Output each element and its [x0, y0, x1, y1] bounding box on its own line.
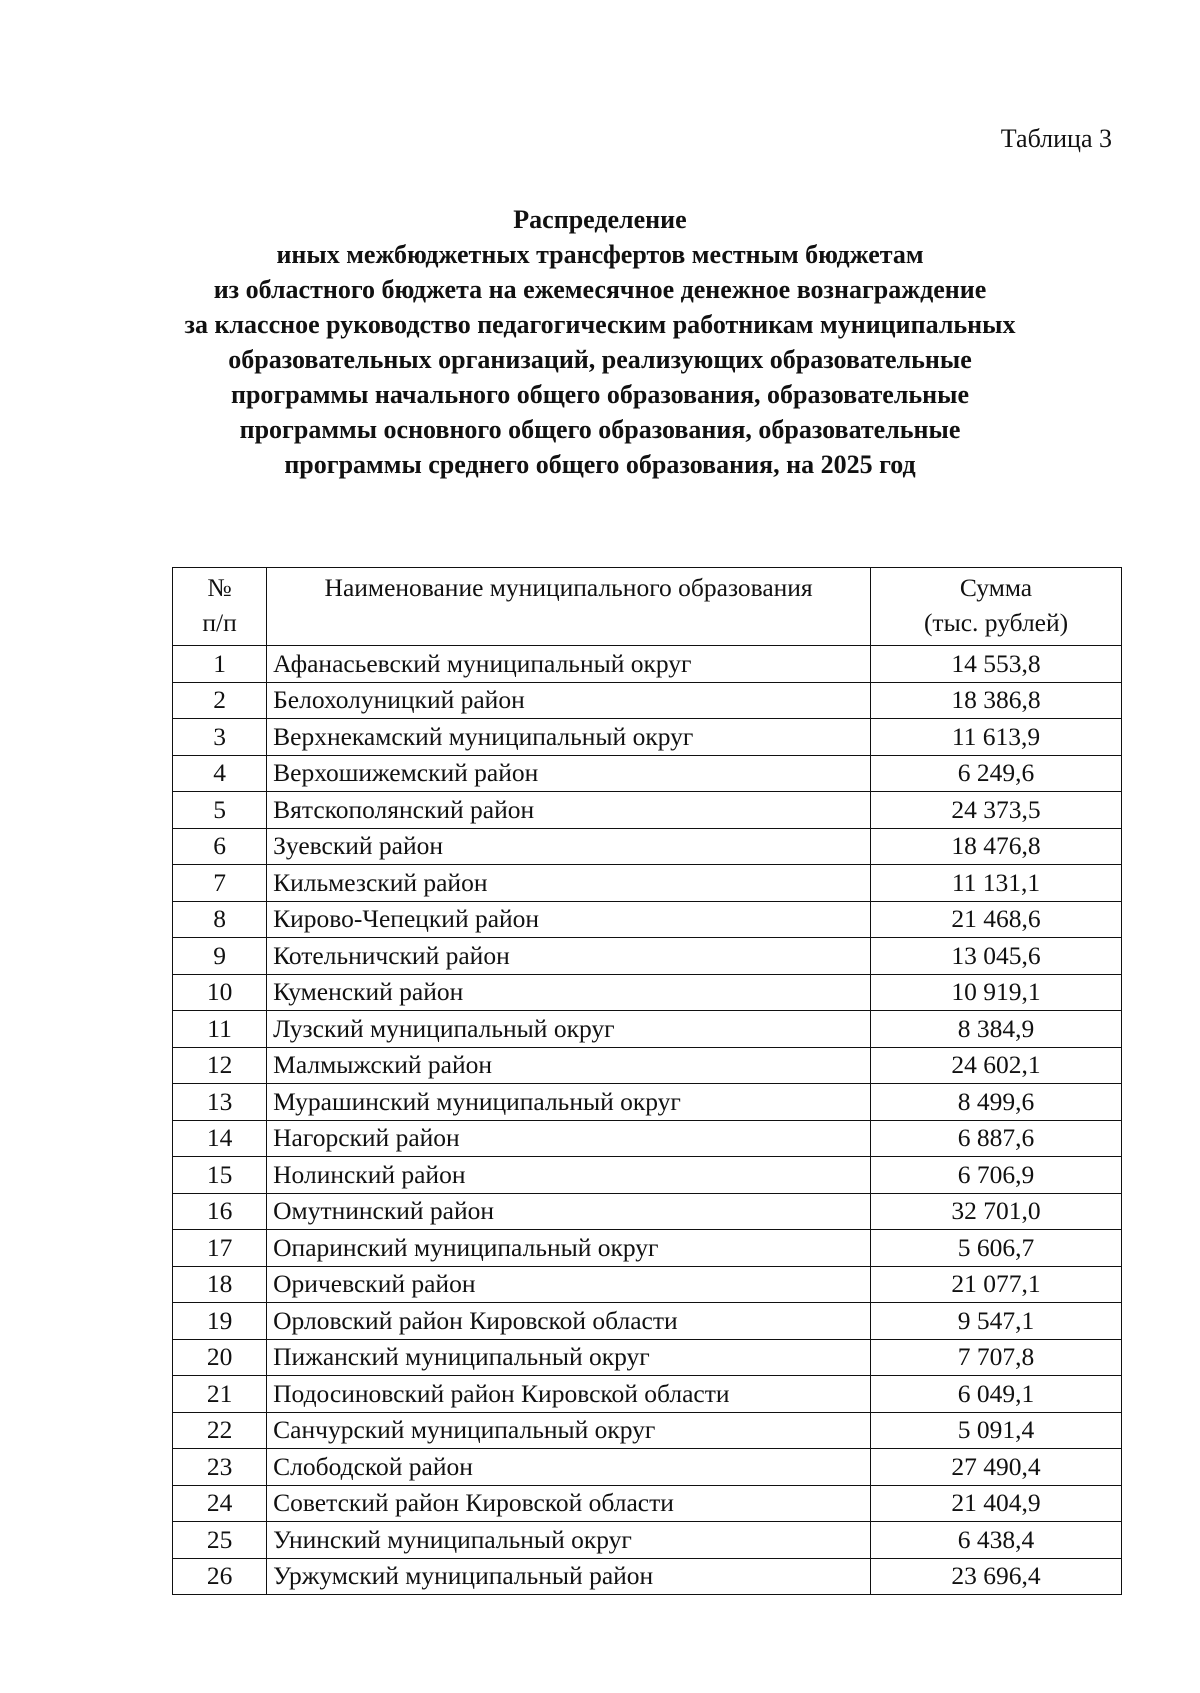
header-number-line1: №	[207, 573, 232, 602]
row-number-cell: 3	[173, 719, 267, 756]
municipality-name-cell: Унинский муниципальный округ	[267, 1522, 871, 1559]
municipality-name-cell: Опаринский муниципальный округ	[267, 1230, 871, 1267]
row-number-cell: 24	[173, 1485, 267, 1522]
municipality-name-cell: Куменский район	[267, 974, 871, 1011]
amount-cell: 6 438,4	[871, 1522, 1122, 1559]
amount-cell: 9 547,1	[871, 1303, 1122, 1340]
amount-cell: 11 613,9	[871, 719, 1122, 756]
amount-cell: 10 919,1	[871, 974, 1122, 1011]
municipality-name-cell: Верхошижемский район	[267, 755, 871, 792]
row-number-cell: 19	[173, 1303, 267, 1340]
table-row	[173, 1485, 1122, 1522]
municipality-name-cell: Орловский район Кировской области	[267, 1303, 871, 1340]
municipality-name-cell: Верхнекамский муниципальный округ	[267, 719, 871, 756]
row-number-cell: 20	[173, 1339, 267, 1376]
table-row	[173, 938, 1122, 975]
title-line: программы основного общего образования, образовательные	[239, 415, 961, 444]
amount-cell: 8 499,6	[871, 1084, 1122, 1121]
amount-cell: 21 404,9	[871, 1485, 1122, 1522]
row-number-cell: 18	[173, 1266, 267, 1303]
amount-cell: 5 091,4	[871, 1412, 1122, 1449]
row-number-cell: 15	[173, 1157, 267, 1194]
amount-cell: 21 077,1	[871, 1266, 1122, 1303]
row-number-cell: 13	[173, 1084, 267, 1121]
amount-cell: 32 701,0	[871, 1193, 1122, 1230]
header-sum	[871, 568, 1122, 646]
table-row	[173, 646, 1122, 683]
header-name: Наименование муниципального образования	[267, 568, 871, 646]
row-number-cell: 17	[173, 1230, 267, 1267]
table-header-row	[173, 568, 1122, 646]
municipality-name-cell: Санчурский муниципальный округ	[267, 1412, 871, 1449]
row-number-cell: 21	[173, 1376, 267, 1413]
amount-cell: 14 553,8	[871, 646, 1122, 683]
table-number: Таблица 3	[1000, 124, 1112, 153]
amount-cell: 21 468,6	[871, 901, 1122, 938]
row-number-cell: 23	[173, 1449, 267, 1486]
municipality-name-cell: Нагорский район	[267, 1120, 871, 1157]
amount-cell: 27 490,4	[871, 1449, 1122, 1486]
row-number-cell: 16	[173, 1193, 267, 1230]
municipality-name-cell: Зуевский район	[267, 828, 871, 865]
municipality-name-cell: Пижанский муниципальный округ	[267, 1339, 871, 1376]
table-row	[173, 719, 1122, 756]
table-row	[173, 682, 1122, 719]
title-line: Распределение	[513, 205, 687, 234]
table-row	[173, 828, 1122, 865]
amount-cell: 6 049,1	[871, 1376, 1122, 1413]
table-row	[173, 1120, 1122, 1157]
row-number-cell: 26	[173, 1558, 267, 1595]
table-row	[173, 1230, 1122, 1267]
table-row	[173, 974, 1122, 1011]
amount-cell: 11 131,1	[871, 865, 1122, 902]
title-line: программы начального общего образования, образовательные	[230, 380, 969, 409]
table-row	[173, 792, 1122, 829]
row-number-cell: 6	[173, 828, 267, 865]
amount-cell: 6 249,6	[871, 755, 1122, 792]
title-line: программы среднего общего образования, на 2025 год	[284, 450, 916, 479]
row-number-cell: 22	[173, 1412, 267, 1449]
row-number-cell: 1	[173, 646, 267, 683]
amount-cell: 24 373,5	[871, 792, 1122, 829]
row-number-cell: 14	[173, 1120, 267, 1157]
municipality-name-cell: Котельничский район	[267, 938, 871, 975]
title-line: из областного бюджета на ежемесячное денежное вознаграждение	[213, 275, 987, 304]
row-number-cell: 9	[173, 938, 267, 975]
municipality-name-cell: Слободской район	[267, 1449, 871, 1486]
table-row	[173, 1412, 1122, 1449]
distribution-table	[172, 567, 1122, 1595]
amount-cell: 24 602,1	[871, 1047, 1122, 1084]
table-row	[173, 1522, 1122, 1559]
row-number-cell: 5	[173, 792, 267, 829]
municipality-name-cell: Оричевский район	[267, 1266, 871, 1303]
row-number-cell: 11	[173, 1011, 267, 1048]
amount-cell: 18 476,8	[871, 828, 1122, 865]
title-line: образовательных организаций, реализующих образовательные	[228, 345, 972, 374]
table-row	[173, 901, 1122, 938]
amount-cell: 18 386,8	[871, 682, 1122, 719]
row-number-cell: 8	[173, 901, 267, 938]
row-number-cell: 7	[173, 865, 267, 902]
table-body	[173, 646, 1122, 1595]
municipality-name-cell: Малмыжский район	[267, 1047, 871, 1084]
table-row	[173, 1376, 1122, 1413]
table-row	[173, 1011, 1122, 1048]
municipality-name-cell: Кильмезский район	[267, 865, 871, 902]
table-row	[173, 1266, 1122, 1303]
amount-cell: 13 045,6	[871, 938, 1122, 975]
table-row	[173, 1558, 1122, 1595]
municipality-name-cell: Лузский муниципальный округ	[267, 1011, 871, 1048]
document-title	[150, 202, 1050, 482]
municipality-name-cell: Белохолуницкий район	[267, 682, 871, 719]
amount-cell: 8 384,9	[871, 1011, 1122, 1048]
title-line: за классное руководство педагогическим работникам муниципальных	[184, 310, 1016, 339]
row-number-cell: 12	[173, 1047, 267, 1084]
municipality-name-cell: Советский район Кировской области	[267, 1485, 871, 1522]
municipality-name-cell: Омутнинский район	[267, 1193, 871, 1230]
table-row	[173, 865, 1122, 902]
municipality-name-cell: Уржумский муниципальный район	[267, 1558, 871, 1595]
row-number-cell: 25	[173, 1522, 267, 1559]
header-sum-line2: (тыс. рублей)	[923, 608, 1069, 637]
table-row	[173, 1339, 1122, 1376]
table-row	[173, 1193, 1122, 1230]
amount-cell: 7 707,8	[871, 1339, 1122, 1376]
amount-cell: 5 606,7	[871, 1230, 1122, 1267]
municipality-name-cell: Вятскополянский район	[267, 792, 871, 829]
municipality-name-cell: Нолинский район	[267, 1157, 871, 1194]
header-number-line2: п/п	[202, 608, 237, 637]
amount-cell: 6 706,9	[871, 1157, 1122, 1194]
amount-cell: 6 887,6	[871, 1120, 1122, 1157]
title-line: иных межбюджетных трансфертов местным бюджетам	[276, 240, 924, 269]
table-row	[173, 1157, 1122, 1194]
municipality-name-cell: Подосиновский район Кировской области	[267, 1376, 871, 1413]
table-row	[173, 1303, 1122, 1340]
municipality-name-cell: Мурашинский муниципальный округ	[267, 1084, 871, 1121]
table-row	[173, 1047, 1122, 1084]
row-number-cell: 4	[173, 755, 267, 792]
table-row	[173, 1084, 1122, 1121]
municipality-name-cell: Кирово-Чепецкий район	[267, 901, 871, 938]
header-sum-line1: Сумма	[959, 573, 1033, 602]
table-row	[173, 755, 1122, 792]
municipality-name-cell: Афанасьевский муниципальный округ	[267, 646, 871, 683]
row-number-cell: 10	[173, 974, 267, 1011]
amount-cell: 23 696,4	[871, 1558, 1122, 1595]
row-number-cell: 2	[173, 682, 267, 719]
header-number	[173, 568, 267, 646]
table-row	[173, 1449, 1122, 1486]
